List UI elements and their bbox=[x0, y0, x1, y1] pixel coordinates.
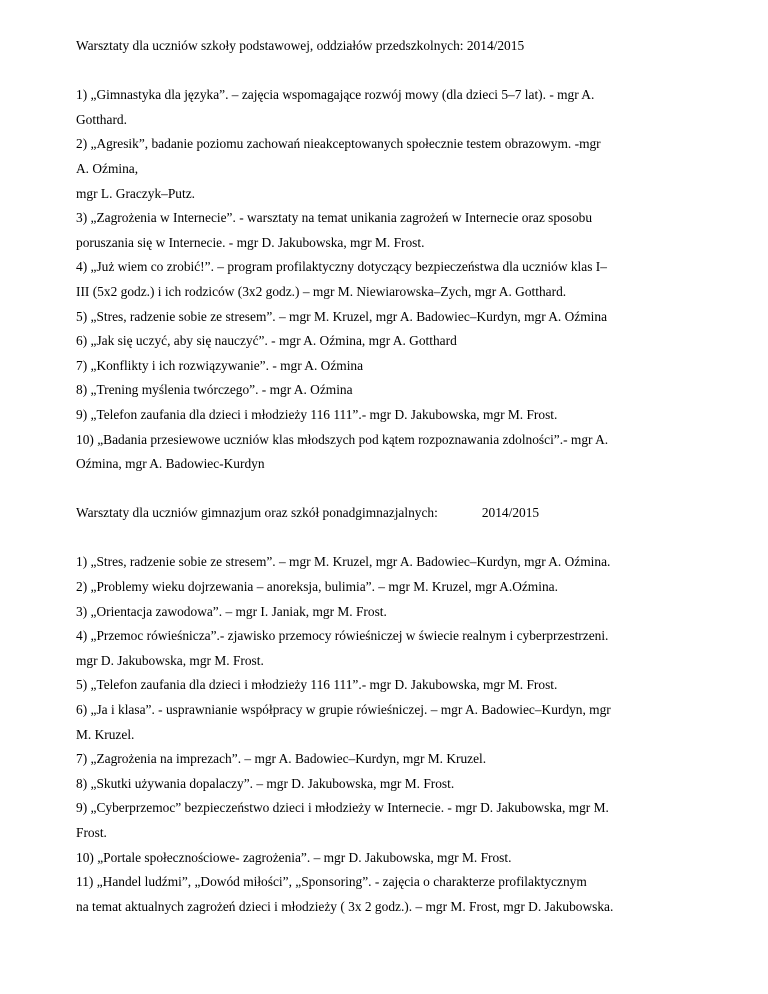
section1-line: 1) „Gimnastyka dla języka”. – zajęcia wspomagające rozwój mowy (dla dzieci 5–7 lat). - mgr A. bbox=[76, 87, 595, 103]
section2-line: 5) „Telefon zaufania dla dzieci i młodzieży 116 111”.- mgr D. Jakubowska, mgr M. Frost. bbox=[76, 677, 558, 693]
section1-line: Gotthard. bbox=[76, 111, 127, 127]
spacer bbox=[76, 526, 716, 551]
section1-line: III (5x2 godz.) i ich rodziców (3x2 godz.) – mgr M. Niewiarowska–Zych, mgr A. Gotthard. bbox=[76, 283, 567, 299]
section1-line: 4) „Już wiem co zrobić!”. – program profilaktyczny dotyczący bezpieczeństwa dla uczniów klas I– bbox=[76, 259, 607, 275]
section1-line: 2) „Agresik”, badanie poziomu zachowań nieakceptowanych społecznie testem obrazowym. -mgr bbox=[76, 136, 601, 152]
spacer bbox=[76, 477, 716, 502]
section1-line: 10) „Badania przesiewowe uczniów klas młodszych pod kątem rozpoznawania zdolności”.- mgr A. bbox=[76, 431, 609, 447]
section1-line: 9) „Telefon zaufania dla dzieci i młodzieży 116 111”.- mgr D. Jakubowska, mgr M. Frost. bbox=[76, 406, 558, 422]
section2-line: na temat aktualnych zagrożeń dzieci i młodzieży ( 3x 2 godz.). – mgr M. Frost, mgr D. Jakubowska. bbox=[76, 898, 614, 914]
section2-line: 4) „Przemoc rówieśnicza”.- zjawisko przemocy rówieśniczej w świecie realnym i cyberprzestrzeni. bbox=[76, 628, 609, 644]
section2-line: 10) „Portale społecznościowe- zagrożenia”. – mgr D. Jakubowska, mgr M. Frost. bbox=[76, 849, 512, 865]
document-page bbox=[76, 34, 716, 919]
section1-line: 7) „Konflikty i ich rozwiązywanie”. - mgr A. Oźmina bbox=[76, 357, 364, 373]
section2-line: 6) „Ja i klasa”. - usprawnianie współpracy w grupie rówieśniczej. – mgr A. Badowiec–Kurdyn, mgr bbox=[76, 702, 611, 718]
section2-line: M. Kruzel. bbox=[76, 726, 135, 742]
section1-line: poruszania się w Internecie. - mgr D. Jakubowska, mgr M. Frost. bbox=[76, 234, 425, 250]
section2-title: Warsztaty dla uczniów gimnazjum oraz szkół ponadgimnazjalnych: bbox=[76, 505, 438, 521]
section2-line: 3) „Orientacja zawodowa”. – mgr I. Janiak, mgr M. Frost. bbox=[76, 603, 387, 619]
section2-line: Frost. bbox=[76, 825, 107, 840]
section2-line: 8) „Skutki używania dopalaczy”. – mgr D. Jakubowska, mgr M. Frost. bbox=[76, 775, 455, 791]
section1-line: 3) „Zagrożenia w Internecie”. - warsztaty na temat unikania zagrożeń w Internecie oraz sposobu bbox=[76, 210, 593, 226]
section1-line: 6) „Jak się uczyć, aby się nauczyć”. - mgr A. Oźmina, mgr A. Gotthard bbox=[76, 333, 457, 349]
section1-title: Warsztaty dla uczniów szkoły podstawowej, oddziałów przedszkolnych: 2014/2015 bbox=[76, 38, 525, 53]
section2-line: 1) „Stres, radzenie sobie ze stresem”. – mgr M. Kruzel, mgr A. Badowiec–Kurdyn, mgr A. Oźmina. bbox=[76, 554, 611, 570]
spacer bbox=[76, 59, 716, 84]
section2-line: 9) „Cyberprzemoc” bezpieczeństwo dzieci i młodzieży w Internecie. - mgr D. Jakubowska, mgr M. bbox=[76, 800, 609, 816]
section1-line: 8) „Trening myślenia twórczego”. - mgr A. Oźmina bbox=[76, 382, 353, 398]
section2-line: 7) „Zagrożenia na imprezach”. – mgr A. Badowiec–Kurdyn, mgr M. Kruzel. bbox=[76, 751, 487, 767]
section1-line: 5) „Stres, radzenie sobie ze stresem”. – mgr M. Kruzel, mgr A. Badowiec–Kurdyn, mgr A. Oźmina bbox=[76, 308, 608, 324]
section1-line: A. Oźmina, bbox=[76, 160, 139, 176]
section1-line: Oźmina, mgr A. Badowiec-Kurdyn bbox=[76, 456, 265, 472]
section2-heading bbox=[76, 501, 716, 526]
section2-year: 2014/2015 bbox=[481, 505, 540, 521]
section2-line: mgr D. Jakubowska, mgr M. Frost. bbox=[76, 652, 264, 668]
section2-line: 2) „Problemy wieku dojrzewania – anoreksja, bulimia”. – mgr M. Kruzel, mgr A.Oźmina. bbox=[76, 579, 558, 595]
section2-line: 11) „Handel ludźmi”, „Dowód miłości”, „Sponsoring”. - zajęcia o charakterze profilaktycznym bbox=[76, 874, 587, 890]
section1-line: mgr L. Graczyk–Putz. bbox=[76, 185, 195, 201]
